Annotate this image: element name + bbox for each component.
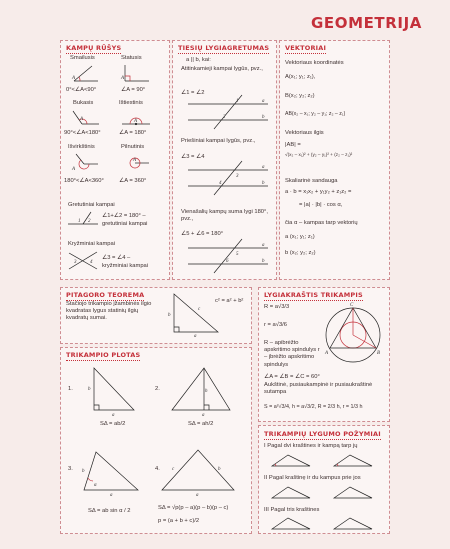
equilateral-desc: R – apibrėžto apskritimo spindulys r – įbrėžto apskritimo spindulys — [264, 340, 320, 368]
full-label: Pilnutinis — [121, 144, 145, 150]
svg-text:b: b — [82, 469, 85, 474]
full-angle-figure — [121, 152, 151, 174]
parallel-condition: a || b, kai: — [186, 57, 211, 63]
vertical-formula: ∠3 = ∠4 – — [102, 255, 131, 261]
vertical-desc: kryžminiai kampai — [102, 263, 149, 269]
equilateral-angles: ∠A = ∠B = ∠C = 60° — [264, 374, 320, 380]
acute-label: Smailusis — [70, 55, 95, 61]
parallel-alt-example: ∠1 = ∠2 — [181, 90, 205, 96]
svg-text:A: A — [72, 167, 76, 172]
area-formula-4: SΔ = √p(p – a)(p – b)(p – c) — [158, 505, 229, 511]
congruence-figure-3 — [270, 515, 380, 531]
svg-text:1: 1 — [78, 219, 81, 224]
area-formula-1: SΔ = ab/2 — [100, 421, 126, 427]
area-num-3: 3. — [68, 466, 73, 472]
vectors-vec-b: b (x₂; y₂; z₂) — [285, 250, 316, 256]
vectors-length-rhs: √(x₂ – x₁)² + (y₂ – y₁)² + (z₂ – z₁)² — [285, 152, 353, 157]
adjacent-angles-figure — [66, 210, 100, 228]
vertical-label: Kryžminiai kampai — [68, 241, 116, 247]
svg-text:A: A — [72, 76, 76, 81]
parallel-figure-3 — [186, 238, 270, 274]
svg-text:a: a — [262, 99, 265, 104]
reflex-label: Išvirkštinis — [68, 144, 95, 150]
triangle-area-title: TRIKAMPIO PLOTAS — [66, 351, 141, 359]
area-figure-1 — [88, 364, 138, 418]
svg-text:1: 1 — [236, 99, 239, 104]
congruence-rule-3: III Pagal tris kraštines — [264, 507, 320, 513]
svg-text:5: 5 — [236, 252, 239, 257]
vectors-angle-desc: čia α – kampas tarp vektorių — [285, 220, 358, 226]
vectors-dot-formula: a · b = x₁x₂ + y₁y₂ + z₁z₂ = — [285, 189, 352, 195]
svg-text:C: C — [350, 303, 354, 308]
area-formula-3: SΔ = ab sin α / 2 — [88, 508, 131, 514]
svg-text:3: 3 — [236, 174, 239, 179]
adjacent-formula: ∠1+∠2 = 180° – — [102, 213, 146, 219]
reflex-angle-figure — [70, 152, 100, 174]
area-p-def: p = (a + b + c)/2 — [158, 518, 200, 524]
page-title: GEOMETRIJA — [310, 14, 422, 32]
svg-text:b: b — [88, 387, 91, 392]
equilateral-figure — [320, 297, 386, 363]
vectors-vec-a: a (x₁; y₁; z₁) — [285, 234, 315, 240]
congruence-rule-2: II Pagal kraštinę ir du kampus prie jos — [264, 475, 361, 481]
vectors-length-lhs: |AB| = — [285, 142, 301, 148]
equilateral-heights: Aukštinė, pusiaukampinė ir pusiaukraštinė sutampa — [264, 382, 373, 396]
svg-text:b: b — [262, 181, 265, 186]
full-value: ∠A = 360° — [119, 178, 147, 184]
svg-text:a: a — [194, 334, 197, 339]
vectors-ab: AB(x₂ – x₁; y₂ – y₁; z₂ – z₁) — [285, 111, 346, 117]
vectors-length-label: Vektoriaus ilgis — [285, 130, 324, 136]
svg-text:A: A — [134, 119, 138, 124]
svg-text:c: c — [172, 467, 175, 472]
straight-angle-figure — [120, 108, 152, 128]
equilateral-r-formula: R = a√3/3 — [264, 304, 290, 310]
svg-text:a: a — [110, 493, 113, 498]
vectors-point-a: A(x₁; y₁; z₁), — [285, 74, 316, 80]
svg-text:2: 2 — [223, 115, 226, 120]
right-value: ∠A = 90° — [121, 87, 146, 93]
svg-text:4: 4 — [219, 181, 222, 186]
congruence-figure-2 — [270, 484, 380, 500]
svg-text:α: α — [94, 483, 97, 488]
pythagoras-formula: c² = a² + b² — [215, 298, 244, 304]
pythagoras-title: PITAGORO TEOREMA — [66, 291, 145, 299]
svg-text:b: b — [262, 115, 265, 120]
right-angle-figure — [121, 63, 151, 83]
congruence-title: TRIKAMPIŲ LYGUMO POŽYMIAI — [264, 430, 381, 438]
vectors-dot-label: Skaliarinė sandauga — [285, 178, 338, 184]
parallel-alt-text: Atitinkamieji kampai lygūs, pvz., — [181, 66, 263, 72]
svg-text:b: b — [168, 313, 171, 318]
svg-text:2: 2 — [88, 219, 91, 224]
acute-range: 0°<∠A<90° — [66, 87, 97, 93]
vectors-coords-label: Vektoriaus koordinatės — [285, 60, 344, 66]
parallel-figure-1 — [186, 94, 270, 130]
svg-text:a: a — [112, 413, 115, 418]
svg-text:a: a — [262, 243, 265, 248]
svg-text:a: a — [262, 165, 265, 170]
congruence-figure-1 — [270, 452, 380, 468]
equilateral-area: S = a²√3/4, h = a√3/2, R = 2/3 h, r = 1/3 h — [264, 404, 363, 410]
reflex-range: 180°<∠A<360° — [64, 178, 104, 184]
area-figure-4 — [158, 446, 238, 498]
angle-types-title: KAMPŲ RŪŠYS — [66, 44, 122, 52]
adjacent-desc: gretutiniai kampai — [102, 221, 148, 227]
parallel-side-text: Vienašalių kampų suma lygi 180°, pvz., — [181, 209, 268, 223]
svg-text:A: A — [80, 117, 84, 122]
congruence-rule-1: I Pagal dvi kraštines ir kampą tarp jų — [264, 443, 358, 449]
svg-text:b: b — [262, 259, 265, 264]
obtuse-range: 90°<∠A<180° — [64, 130, 101, 136]
svg-text:4: 4 — [90, 260, 93, 265]
equilateral-title: LYGIAKRAŠTIS TRIKAMPIS — [264, 291, 363, 299]
svg-text:A: A — [325, 351, 329, 356]
area-num-2: 2. — [155, 386, 160, 392]
svg-text:b: b — [218, 467, 221, 472]
parallel-figure-2 — [186, 160, 270, 196]
straight-value: ∠A = 180° — [119, 130, 147, 136]
pythagoras-text: Stačiojo trikampio įžambinės ilgio kvadratas lygus statinių ilgių kvadratų sumai. — [66, 301, 152, 322]
straight-label: Ištiestinis — [119, 100, 143, 106]
area-figure-3 — [76, 446, 142, 498]
vectors-point-b: B(x₂; y₂; z₂) — [285, 93, 315, 99]
area-figure-2 — [168, 364, 234, 418]
area-num-4: 4. — [155, 466, 160, 472]
vectors-title: VEKTORIAI — [285, 44, 327, 52]
parallel-cross-text: Priešiniai kampai lygūs, pvz., — [181, 138, 256, 144]
svg-text:a: a — [196, 493, 199, 498]
vectors-dot-formula2: = |a| · |b| · cos α, — [299, 202, 343, 208]
svg-text:B: B — [377, 351, 381, 356]
area-formula-2: SΔ = ah/2 — [188, 421, 214, 427]
svg-text:c: c — [198, 307, 201, 312]
svg-text:A: A — [133, 158, 137, 163]
obtuse-label: Bukasis — [73, 100, 94, 106]
adjacent-label: Gretutiniai kampai — [68, 202, 115, 208]
area-num-1: 1. — [68, 386, 73, 392]
svg-text:6: 6 — [226, 259, 229, 264]
parallel-cross-example: ∠3 = ∠4 — [181, 154, 205, 160]
right-label: Statusis — [121, 55, 142, 61]
equilateral-small-r: r = a√3/6 — [264, 322, 288, 328]
parallel-side-example: ∠5 + ∠6 = 180° — [181, 231, 224, 237]
pythagoras-figure — [168, 290, 222, 338]
parallel-title: TIESIŲ LYGIAGRETUMAS — [178, 44, 270, 52]
obtuse-angle-figure — [70, 108, 100, 128]
svg-text:h: h — [205, 389, 208, 394]
svg-text:A: A — [121, 76, 125, 81]
svg-text:a: a — [202, 413, 205, 418]
vertical-angles-figure — [66, 249, 100, 273]
svg-text:3: 3 — [74, 260, 77, 265]
acute-angle-figure — [70, 63, 100, 83]
